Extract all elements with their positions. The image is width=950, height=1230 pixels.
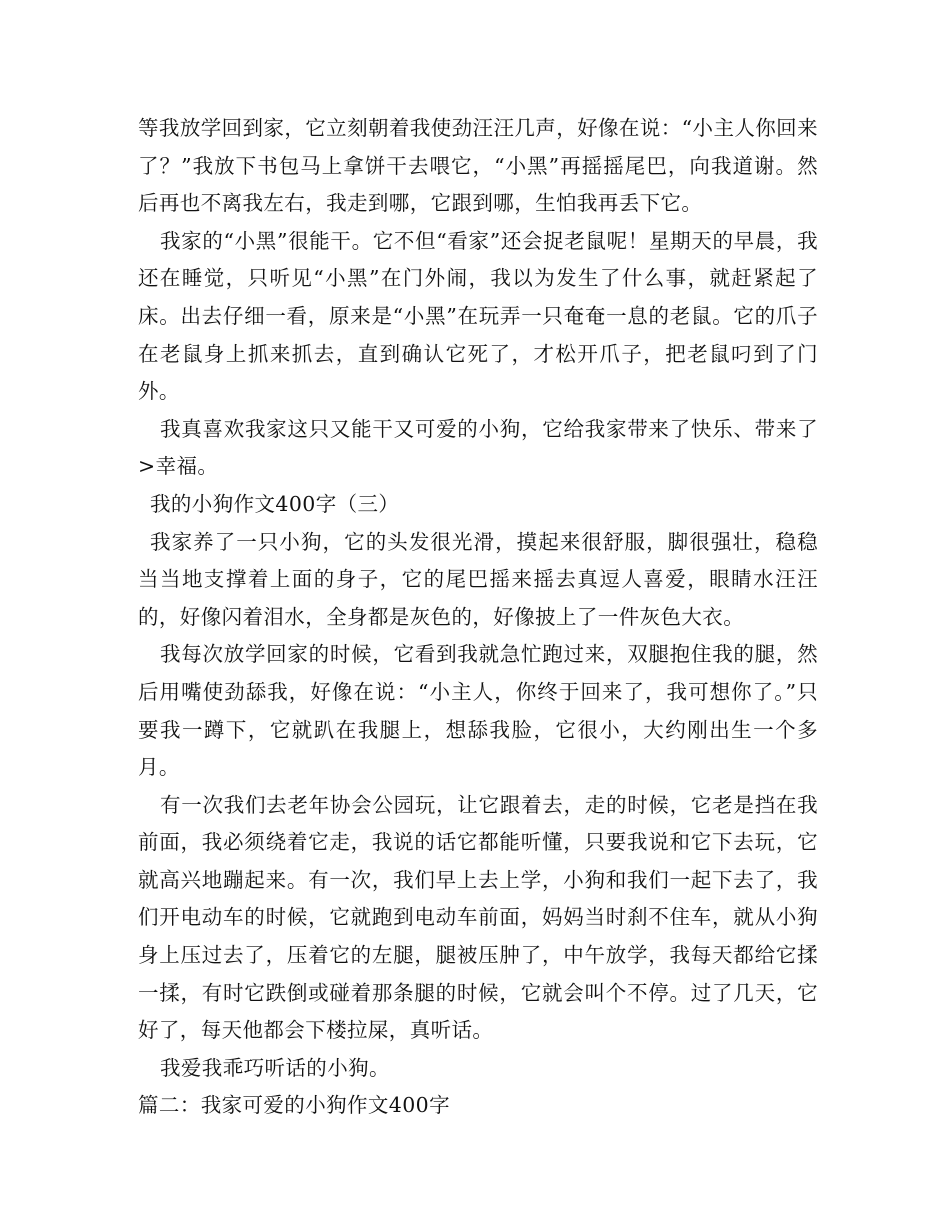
paragraph: 有一次我们去老年协会公园玩，让它跟着去，走的时候，它老是挡在我前面，我必须绕着它走，我说的话它都能听懂，只要我说和它下去玩，它就高兴地蹦起来。有一次，我们早上去上学，小狗和我们一起下去了，我们开电动车的时候，它就跑到电动车前面，妈妈当时刹不住车，就从小狗身上压过去了，压着它的左腿，腿被压肿了，中午放学，我每天都给它揉一揉，有时它跌倒或碰着那条腿的时候，它就会叫个不停。过了几天，它好了，每天他都会下楼拉屎，真听话。 xyxy=(138,792,818,1043)
document-body xyxy=(138,110,818,1125)
paragraph: 等我放学回到家，它立刻朝着我使劲汪汪几声，好像在说：“小主人你回来了？”我放下书包马上拿饼干去喂它，“小黑”再摇摇尾巴，向我道谢。然后再也不离我左右，我走到哪，它跟到哪，生怕我再丢下它。 xyxy=(138,116,818,216)
paragraph: 我家的“小黑”很能干。它不但“看家”还会捉老鼠呢！星期天的早晨，我还在睡觉，只听见“小黑”在门外闹，我以为发生了什么事，就赶紧起了床。出去仔细一看，原来是“小黑”在玩弄一只奄奄一息的老鼠。它的爪子在老鼠身上抓来抓去，直到确认它死了，才松开爪子，把老鼠叼到了门外。 xyxy=(138,228,818,404)
paragraph: 我爱我乖巧听话的小狗。 xyxy=(160,1055,390,1080)
section-heading: 篇二：我家可爱的小狗作文400字 xyxy=(138,1093,451,1118)
paragraph: 我真喜欢我家这只又能干又可爱的小狗，它给我家带来了快乐、带来了>幸福。 xyxy=(138,416,818,479)
section-heading: 我的小狗作文400字（三） xyxy=(150,491,400,516)
paragraph: 我家养了一只小狗，它的头发很光滑，摸起来很舒服，脚很强壮，稳稳当当地支撑着上面的身子，它的尾巴摇来摇去真逗人喜爱，眼睛水汪汪的，好像闪着泪水，全身都是灰色的，好像披上了一件灰色大衣。 xyxy=(138,529,818,629)
paragraph: 我每次放学回家的时候，它看到我就急忙跑过来，双腿抱住我的腿，然后用嘴使劲舔我，好像在说：“小主人，你终于回来了，我可想你了。”只要我一蹲下，它就趴在我腿上，想舔我脸，它很小，大约刚出生一个多月。 xyxy=(138,642,818,780)
